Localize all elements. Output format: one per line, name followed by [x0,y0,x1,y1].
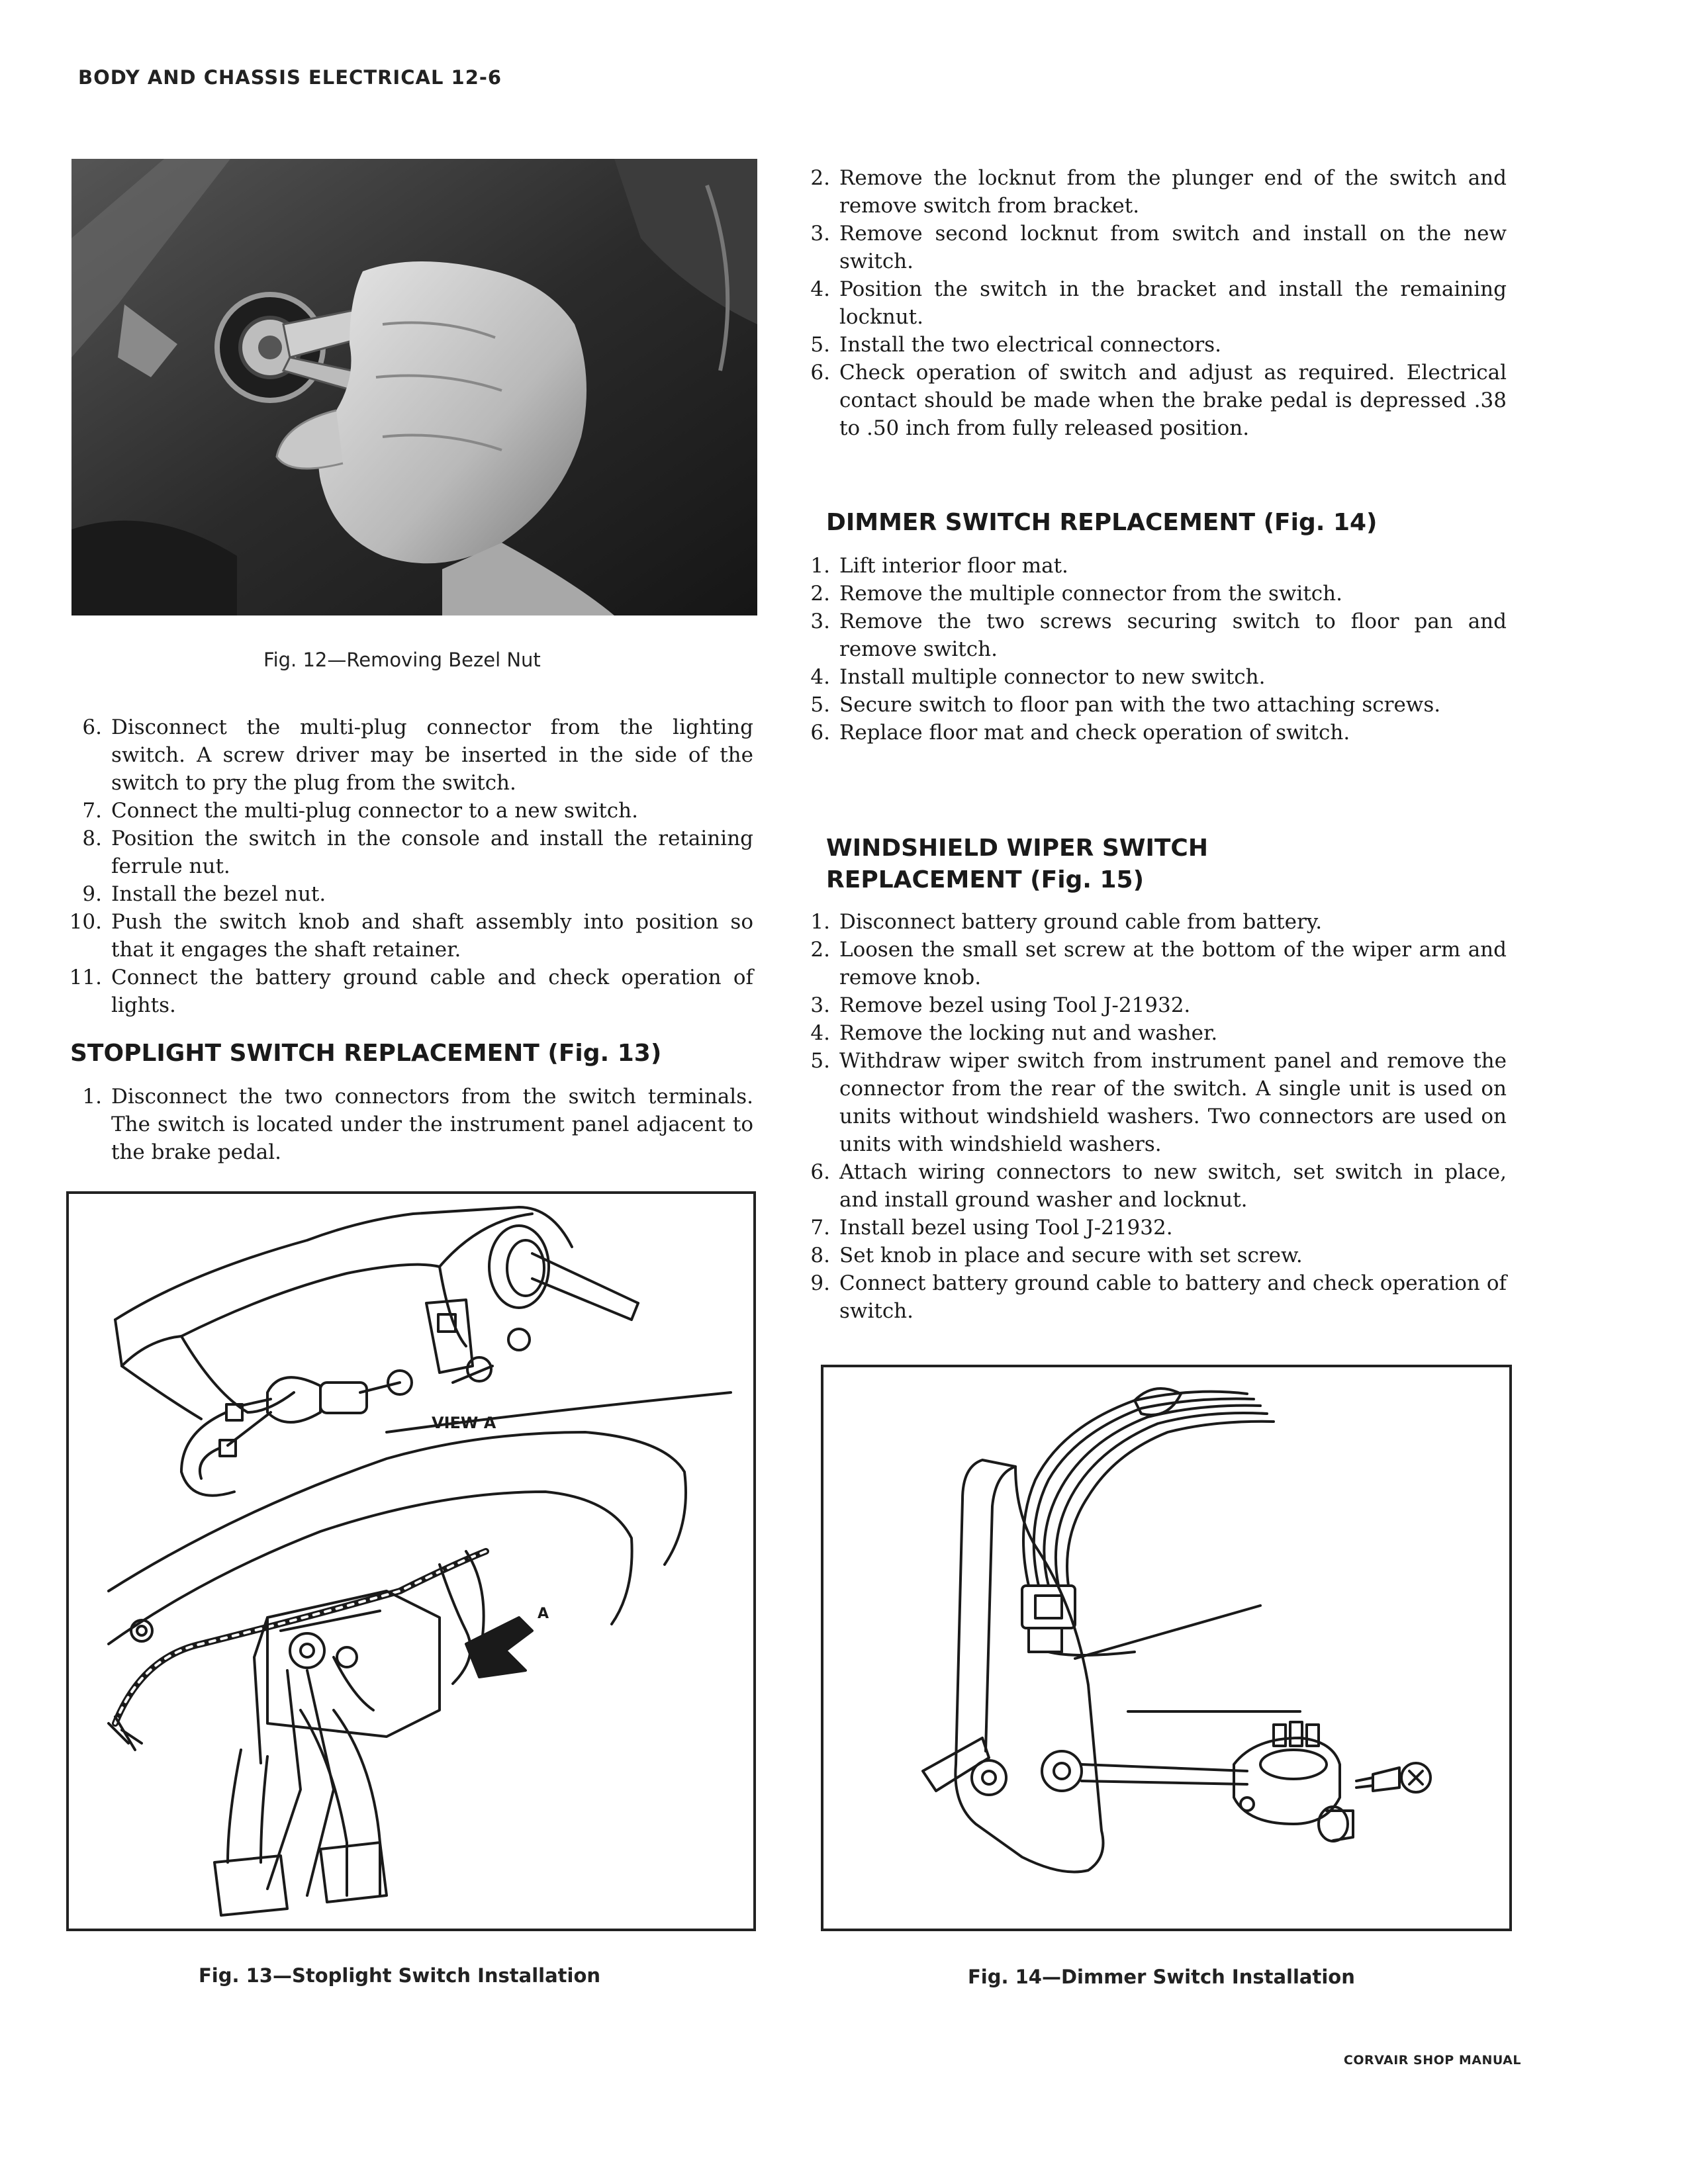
fig14-diagram [821,1365,1512,1931]
step-number: 2. [810,582,830,606]
list-item [792,908,1507,936]
list-item [792,1158,1507,1214]
step-number: 9. [810,1271,830,1295]
step-text: Connect the multi-plug connector to a new switch. [111,799,638,823]
step-text: Withdraw wiper switch from instrument panel and remove the connector from the rear of the switch. A single unit is used on units without windshield washers. Two connectors are used on units with windshield washers. [839,1049,1507,1156]
step-number: 7. [82,799,102,823]
step-number: 6. [810,361,830,385]
list-item [792,663,1507,691]
step-text: Position the switch in the bracket and install the remaining locknut. [839,277,1507,329]
fig12-caption: Fig. 12—Removing Bezel Nut [263,649,541,671]
view-a-label: VIEW A [432,1414,496,1432]
list-item [792,936,1507,991]
list-item [792,1019,1507,1047]
step-number: 1. [82,1085,102,1109]
step-number: 6. [810,1160,830,1184]
step-text: Remove the locking nut and washer. [839,1021,1218,1045]
step-text: Remove the two screws securing switch to floor pan and remove switch. [839,610,1507,661]
list-item [792,275,1507,331]
dimmer-steps [792,552,1507,747]
step-text: Install the bezel nut. [111,882,326,906]
page-footer: CORVAIR SHOP MANUAL [1343,2053,1521,2068]
list-item [792,164,1507,220]
list-item [792,220,1507,275]
list-item [792,691,1507,719]
step-number: 4. [810,1021,830,1045]
step-number: 9. [82,882,102,906]
step-number: 3. [810,610,830,633]
list-item [792,331,1507,359]
step-number: 8. [810,1244,830,1267]
step-number: 5. [810,1049,830,1073]
list-item [792,580,1507,608]
list-item [64,964,753,1019]
list-item [792,1269,1507,1325]
list-item [64,880,753,908]
step-number: 6. [810,721,830,745]
step-number: 5. [810,333,830,357]
list-item [64,825,753,880]
step-text: Lift interior floor mat. [839,554,1068,578]
step-text: Install the two electrical connectors. [839,333,1222,357]
step-number: 3. [810,993,830,1017]
step-text: Push the switch knob and shaft assembly into position so that it engages the shaft retainer. [111,910,753,962]
fig13-diagram [66,1191,756,1931]
step-text: Disconnect the two connectors from the switch terminals. The switch is located under the instrument panel adjacent to the brake pedal. [111,1085,753,1164]
step-text: Check operation of switch and adjust as required. Electrical contact should be made when the brake pedal is depressed .38 to .50 inch from fully released position. [839,361,1507,440]
step-text: Replace floor mat and check operation of switch. [839,721,1350,745]
fig13-caption: Fig. 13—Stoplight Switch Installation [199,1964,601,1987]
step-text: Disconnect the multi-plug connector from the lighting switch. A screw driver may be inserted in the side of the switch to pry the plug from the switch. [111,715,753,795]
step-number: 1. [810,910,830,934]
step-number: 8. [82,827,102,850]
list-item [64,908,753,964]
wiper-heading [826,833,1208,896]
step-number: 2. [810,938,830,962]
dimmer-heading: DIMMER SWITCH REPLACEMENT (Fig. 14) [826,509,1378,536]
wiper-switch-steps [792,908,1507,1325]
wiper-heading-line2: REPLACEMENT (Fig. 15) [826,866,1145,893]
list-item [792,552,1507,580]
step-text: Position the switch in the console and install the retaining ferrule nut. [111,827,753,878]
stoplight-steps [64,1083,753,1166]
arrow-a-label: A [538,1606,549,1622]
list-item [64,797,753,825]
step-number: 6. [82,715,102,739]
step-text: Remove bezel using Tool J-21932. [839,993,1191,1017]
list-item [792,1242,1507,1269]
fig12-photo [71,159,757,615]
list-item [792,1047,1507,1158]
step-number: 1. [810,554,830,578]
step-number: 3. [810,222,830,246]
step-text: Disconnect battery ground cable from battery. [839,910,1323,934]
step-text: Set knob in place and secure with set screw. [839,1244,1303,1267]
step-text: Install multiple connector to new switch. [839,665,1266,689]
step-number: 4. [810,277,830,301]
headlight-switch-steps [64,713,753,1019]
step-text: Connect battery ground cable to battery and check operation of switch. [839,1271,1507,1323]
list-item [792,991,1507,1019]
list-item [792,359,1507,442]
stoplight-steps-continued [792,164,1507,442]
step-number: 11. [69,966,102,989]
step-number: 2. [810,166,830,190]
step-text: Loosen the small set screw at the bottom of the wiper arm and remove knob. [839,938,1507,989]
page-header: BODY AND CHASSIS ELECTRICAL 12-6 [78,66,502,89]
step-number: 4. [810,665,830,689]
step-text: Remove second locknut from switch and install on the new switch. [839,222,1507,273]
step-text: Secure switch to floor pan with the two attaching screws. [839,693,1441,717]
step-number: 7. [810,1216,830,1240]
list-item [64,1083,753,1166]
list-item [792,608,1507,663]
step-text: Attach wiring connectors to new switch, set switch in place, and install ground washer and locknut. [839,1160,1507,1212]
step-text: Remove the locknut from the plunger end of the switch and remove switch from bracket. [839,166,1507,218]
list-item [792,1214,1507,1242]
step-text: Remove the multiple connector from the switch. [839,582,1342,606]
list-item [792,719,1507,747]
step-text: Connect the battery ground cable and check operation of lights. [111,966,753,1017]
wiper-heading-line1: WINDSHIELD WIPER SWITCH [826,835,1208,862]
step-text: Install bezel using Tool J-21932. [839,1216,1173,1240]
stoplight-heading: STOPLIGHT SWITCH REPLACEMENT (Fig. 13) [70,1040,662,1067]
step-number: 5. [810,693,830,717]
list-item [64,713,753,797]
fig14-caption: Fig. 14—Dimmer Switch Installation [968,1966,1355,1988]
step-number: 10. [69,910,102,934]
